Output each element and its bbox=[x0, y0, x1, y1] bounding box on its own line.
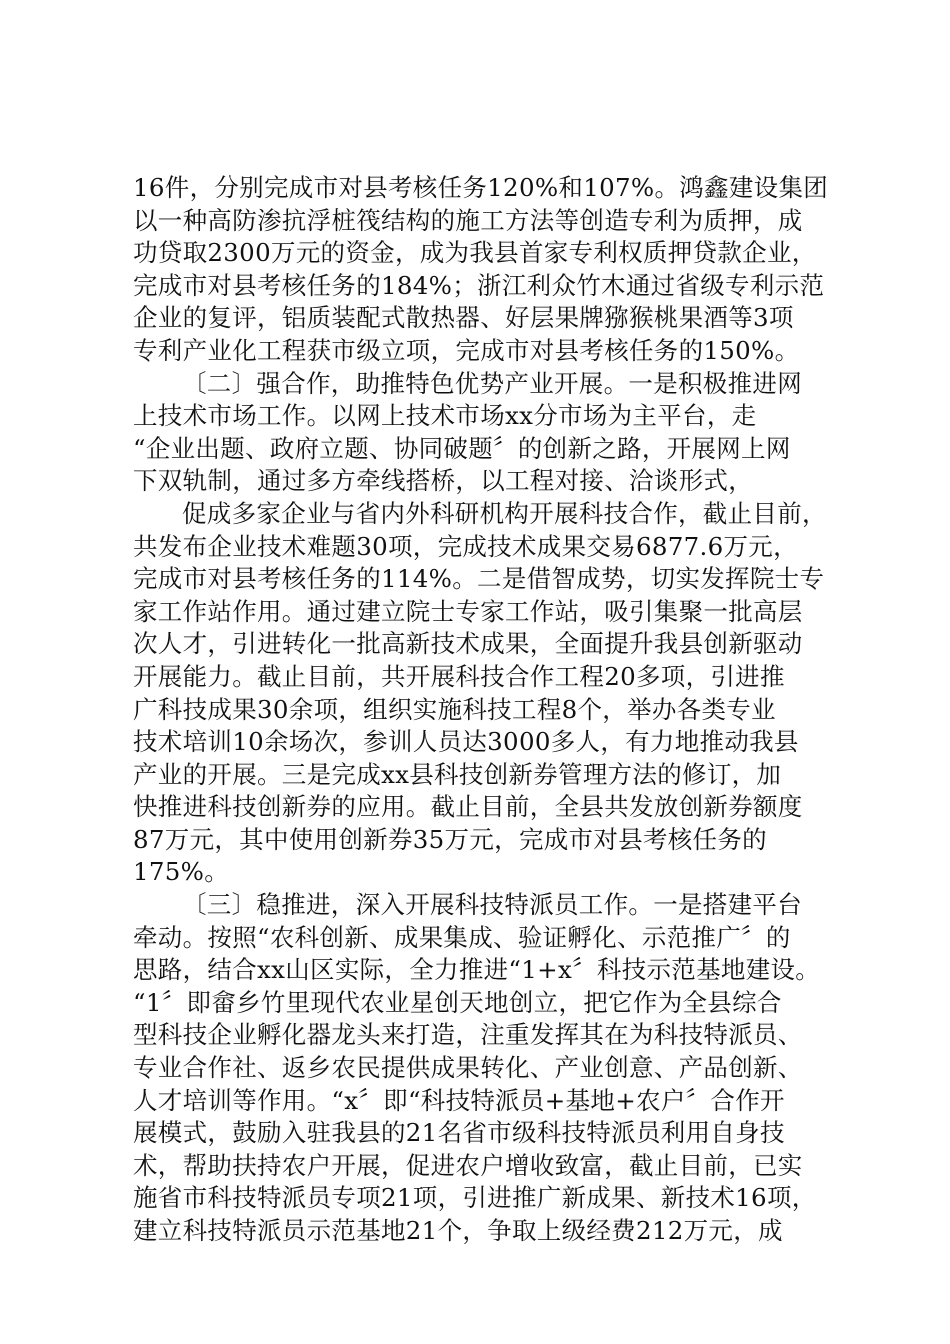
text-line: 思路，结合xx山区实际，全力推进“1+x〞科技示范基地建设。 bbox=[133, 955, 821, 985]
text-line: 快推进科技创新券的应用。截止目前，全县共发放创新券额度 bbox=[133, 792, 803, 822]
text-line: 专业合作社、返乡农民提供成果转化、产业创意、产品创新、 bbox=[133, 1053, 803, 1083]
text-line: 完成市对县考核任务的114%。二是借智成势，切实发挥院士专 bbox=[133, 564, 825, 594]
text-line: 下双轨制，通过多方牵线搭桥，以工程对接、洽谈形式， bbox=[133, 466, 753, 496]
text-line: 共发布企业技术难题30项，完成技术成果交易6877.6万元， bbox=[133, 531, 798, 561]
text-line: “企业出题、政府立题、协同破题〞的创新之路，开展网上网 bbox=[133, 433, 791, 463]
text-line: 完成市对县考核任务的184%；浙江利众竹木通过省级专利示范 bbox=[133, 270, 825, 300]
body-text bbox=[133, 172, 833, 1248]
text-line: 以一种高防渗抗浮桩筏结构的施工方法等创造专利为质押，成 bbox=[133, 205, 803, 235]
paragraph-start-line: 促成多家企业与省内外科研机构开展科技合作，截止目前， bbox=[182, 498, 827, 528]
text-line: 16件，分别完成市对县考核任务120%和107%。鸿鑫建设集团 bbox=[133, 173, 829, 202]
text-line: 产业的开展。三是完成xx县科技创新券管理方法的修订，加 bbox=[133, 759, 782, 789]
text-line: 型科技企业孵化器龙头来打造，注重发挥其在为科技特派员、 bbox=[133, 1020, 803, 1050]
paragraph-start-line: 〔三〕稳推进，深入开展科技特派员工作。一是搭建平台 bbox=[182, 890, 802, 920]
text-line: 广科技成果30余项，组织实施科技工程8个，举办各类专业 bbox=[133, 694, 776, 724]
text-line: 上技术市场工作。以网上技术市场xx分市场为主平台，走 bbox=[133, 401, 757, 431]
text-line: 牵动。按照“农科创新、成果集成、验证孵化、示范推广〞的 bbox=[133, 922, 791, 952]
text-line: 施省市科技特派员专项21项，引进推广新成果、新技术16项， bbox=[133, 1183, 817, 1213]
text-line: 家工作站作用。通过建立院士专家工作站，吸引集聚一批高层 bbox=[133, 596, 803, 626]
text-line: 次人才，引进转化一批高新技术成果，全面提升我县创新驱动 bbox=[133, 629, 803, 659]
text-line: 建立科技特派员示范基地21个，争取上级经费212万元，成 bbox=[133, 1216, 783, 1245]
text-line: 技术培训10余场次，参训人员达3000多人，有力地推动我县 bbox=[133, 727, 799, 757]
paragraph-start-line: 〔二〕强合作，助推特色优势产业开展。一是积极推进网 bbox=[182, 368, 802, 398]
text-line: 企业的复评，铝质装配式散热器、好层果牌猕猴桃果酒等3项 bbox=[133, 303, 794, 333]
text-line: 开展能力。截止目前，共开展科技合作工程20多项，引进推 bbox=[133, 661, 785, 691]
text-line: 展模式，鼓励入驻我县的21名省市级科技特派员利用自身技 bbox=[133, 1118, 785, 1148]
text-line: 专利产业化工程获市级立项，完成市对县考核任务的150%。 bbox=[133, 335, 800, 365]
text-line: 术，帮助扶持农户开展，促进农户增收致富，截止目前，已实 bbox=[133, 1150, 803, 1180]
text-line: 人才培训等作用。“x〞即“科技特派员+基地+农户〞合作开 bbox=[133, 1085, 785, 1115]
text-line: 87万元，其中使用创新券35万元，完成市对县考核任务的 bbox=[133, 824, 767, 854]
text-line: 功贷取2300万元的资金，成为我县首家专利权质押贷款企业， bbox=[133, 238, 817, 268]
text-line: “1〞即畲乡竹里现代农业星创天地创立，把它作为全县综合 bbox=[133, 987, 782, 1017]
text-line: 175%。 bbox=[133, 857, 230, 887]
